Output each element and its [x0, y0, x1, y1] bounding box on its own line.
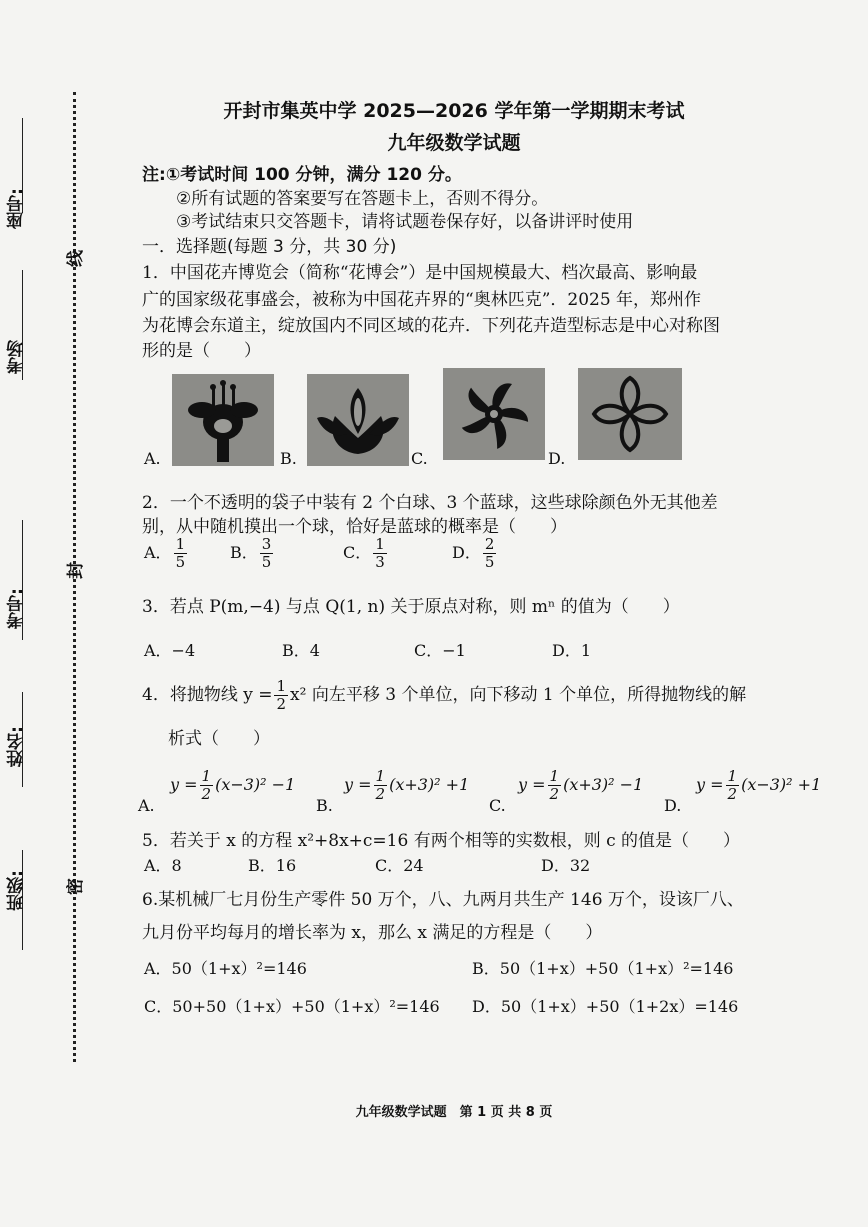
- q2-d-numerator: 2: [484, 535, 495, 553]
- name-label: 姓名:: [7, 726, 27, 767]
- q4-line-1: [142, 678, 746, 713]
- q6-option-d: D．50（1+x）+50（1+2x）=146: [472, 997, 739, 1016]
- q4-pre: 4．将抛物线 y =: [142, 685, 273, 705]
- q3-option-b: B．4: [282, 641, 320, 660]
- q1-option-b-label: B.: [280, 449, 297, 468]
- q2-option-d-label: D．: [452, 543, 481, 562]
- q4-a-fraction: [200, 768, 214, 803]
- q2-line-1: 2．一个不透明的袋子中装有 2 个白球、3 个蓝球，这些球除颜色外无其他差: [142, 493, 718, 513]
- class-label: 班级:: [7, 870, 27, 911]
- q2-c-numerator: 1: [375, 535, 385, 553]
- q2-option-b-label: B．: [230, 543, 258, 562]
- q4-option-c-formula: [518, 768, 643, 803]
- q4-a-num: 1: [201, 767, 212, 785]
- q4-a-rhs: (x−3)² −1: [215, 775, 296, 794]
- q4-option-d-formula: [696, 768, 821, 803]
- q1-line-4: 形的是（ ）: [142, 341, 261, 361]
- note-2: ②所有试题的答案要写在答题卡上，否则不得分。: [176, 189, 549, 209]
- seal-secret-char: 密: [66, 879, 83, 899]
- q1-option-c-label: C.: [411, 449, 428, 468]
- q4-a-den: 2: [201, 785, 212, 803]
- q4-b-rhs: (x+3)² +1: [389, 775, 470, 794]
- exam-no-label: 考号:: [7, 588, 27, 629]
- seat-label: 座号:: [7, 188, 27, 229]
- note-3: ③考试结束只交答题卡，请将试题卷保存好，以备讲评时使用: [176, 212, 634, 232]
- q6-line-1: 6.某机械厂七月份生产零件 50 万个，八、九两月共生产 146 万个，设该厂八、: [142, 890, 744, 910]
- q4-option-d-label: D.: [664, 796, 682, 815]
- exam-subtitle: 九年级数学试题: [387, 132, 521, 154]
- q4-d-den: 2: [727, 785, 738, 803]
- q4-b-den: 2: [375, 785, 386, 803]
- q1-line-3: 为花博会东道主，绽放国内不同区域的花卉．下列花卉造型标志是中心对称图: [142, 316, 720, 336]
- q4-fraction: [274, 678, 288, 713]
- q5-text: 5．若关于 x 的方程 x²+8x+c=16 有两个相等的实数根，则 c 的值是（ ）: [142, 831, 741, 851]
- flower-option-d-image: [578, 368, 682, 460]
- q1-line-2: 广的国家级花事盛会，被称为中国花卉界的“奥林匹克”．2025 年，郑州作: [142, 290, 702, 310]
- page-footer: 九年级数学试题 第 1 页 共 8 页: [355, 1105, 553, 1120]
- q4-option-a-formula: [170, 768, 295, 803]
- q3-text: 3．若点 P(m,−4) 与点 Q(1, n) 关于原点对称，则 mⁿ 的值为（ ）: [142, 597, 680, 617]
- q2-option-b-fraction: [260, 536, 274, 571]
- q3-option-a: A．−4: [144, 641, 196, 660]
- q2-option-a-label: A．: [144, 543, 172, 562]
- q6-option-a: A．50（1+x）²=146: [144, 959, 307, 978]
- q2-option-c-fraction: [373, 536, 387, 571]
- q3-option-c: C．−1: [414, 641, 466, 660]
- q5-option-b: B．16: [248, 856, 297, 875]
- notes-prefix: 注:: [142, 165, 166, 185]
- flower-option-c-image: [443, 368, 545, 460]
- q4-line-2: 析式（ ）: [168, 729, 270, 749]
- q2-b-numerator: 3: [261, 535, 272, 553]
- flower-option-a-image: [172, 374, 274, 466]
- q4-a-lhs: y =: [170, 775, 198, 794]
- q2-d-denominator: 5: [484, 553, 495, 571]
- q4-c-rhs: (x+3)² −1: [563, 775, 644, 794]
- q4-b-lhs: y =: [344, 775, 372, 794]
- q2-line-2: 别，从中随机摸出一个球，恰好是蓝球的概率是（ ）: [142, 517, 567, 537]
- q2-option-a: [144, 536, 189, 571]
- note-line-1: [142, 160, 462, 185]
- q1-option-d-label: D.: [548, 449, 566, 468]
- q4-option-b-label: B.: [316, 796, 333, 815]
- seal-line-char: 线: [66, 251, 83, 271]
- q4-d-lhs: y =: [696, 775, 724, 794]
- q4-b-fraction: [374, 768, 388, 803]
- q1-line-1: 1．中国花卉博览会（简称“花博会”）是中国规模最大、档次最高、影响最: [142, 263, 698, 283]
- q4-numerator: 1: [276, 677, 287, 695]
- q2-option-c-label: C．: [343, 543, 372, 562]
- q5-option-a: A．8: [144, 856, 182, 875]
- q4-post: x² 向左平移 3 个单位，向下移动 1 个单位，所得抛物线的解: [290, 685, 747, 705]
- q2-option-c: [343, 536, 389, 571]
- q2-option-a-fraction: [174, 536, 188, 571]
- q4-denominator: 2: [276, 695, 287, 713]
- q4-c-lhs: y =: [518, 775, 546, 794]
- q5-option-c: C．24: [375, 856, 424, 875]
- q4-c-den: 2: [549, 785, 560, 803]
- q2-c-denominator: 3: [375, 553, 385, 571]
- q4-c-num: 1: [549, 767, 560, 785]
- q1-option-a-label: A.: [144, 449, 161, 468]
- q4-d-fraction: [726, 768, 740, 803]
- q4-option-a-label: A.: [138, 796, 155, 815]
- flower-option-b-image: [307, 374, 409, 466]
- q4-option-b-formula: [344, 768, 469, 803]
- q6-line-2: 九月份平均每月的增长率为 x，那么 x 满足的方程是（ ）: [142, 923, 603, 943]
- q6-option-c: C．50+50（1+x）+50（1+x）²=146: [144, 997, 440, 1016]
- seal-seal-char: 封: [66, 563, 83, 583]
- q4-b-num: 1: [375, 767, 386, 785]
- q4-d-num: 1: [727, 767, 738, 785]
- binding-margin: [0, 0, 100, 1227]
- q2-a-numerator: 1: [175, 535, 186, 553]
- q6-option-b: B．50（1+x）+50（1+x）²=146: [472, 959, 734, 978]
- q2-a-denominator: 5: [175, 553, 186, 571]
- note-1: ①考试时间 100 分钟，满分 120 分。: [165, 165, 462, 185]
- q2-option-d: [452, 536, 498, 571]
- q4-d-rhs: (x−3)² +1: [741, 775, 822, 794]
- q5-option-d: D．32: [541, 856, 591, 875]
- q2-b-denominator: 5: [261, 553, 272, 571]
- q4-option-c-label: C.: [489, 796, 506, 815]
- room-label: 考场: [7, 340, 27, 374]
- q2-option-b: [230, 536, 275, 571]
- section-heading: 一．选择题(每题 3 分，共 30 分): [142, 237, 397, 257]
- q4-c-fraction: [548, 768, 562, 803]
- q3-option-d: D．1: [552, 641, 592, 660]
- q2-option-d-fraction: [483, 536, 497, 571]
- exam-title: 开封市集英中学 2025—2026 学年第一学期期末考试: [223, 100, 685, 122]
